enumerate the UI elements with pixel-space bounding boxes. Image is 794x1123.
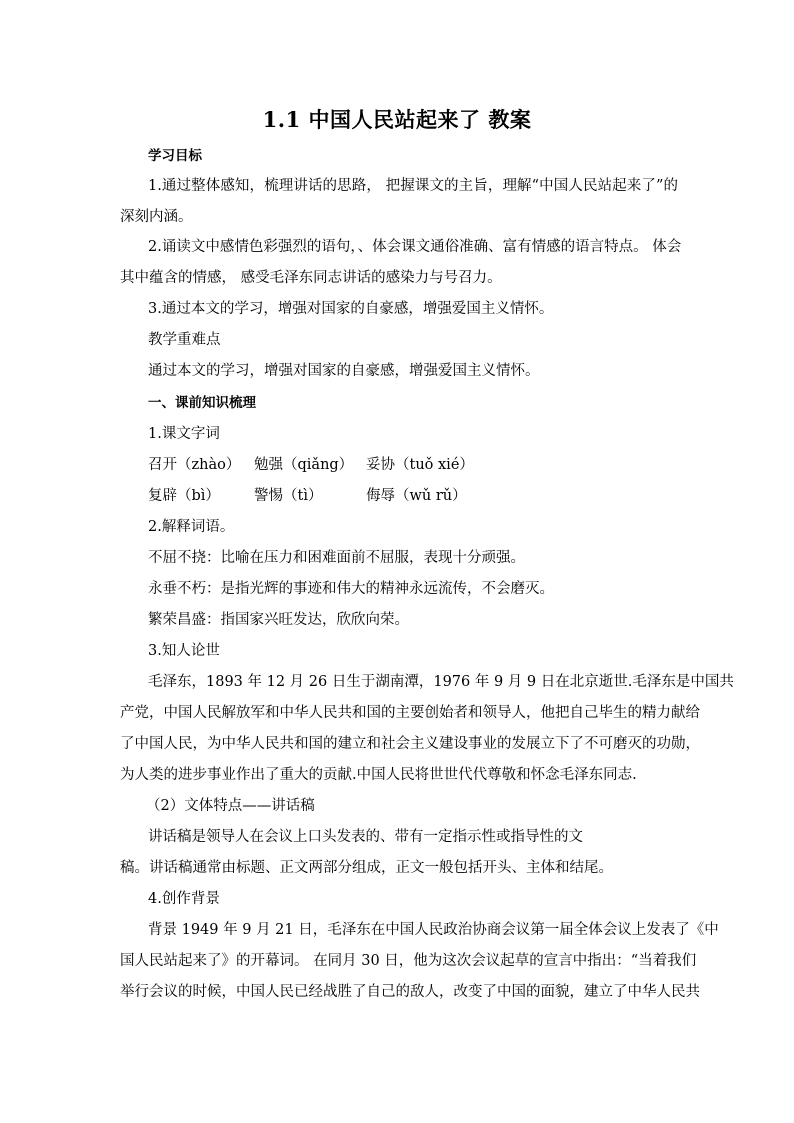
goal-1-line-2: 深刻内涵。 (120, 209, 193, 225)
explain-item: 永垂不朽：是指光辉的事迹和伟大的精神永远流传，不会磨灭。 (148, 581, 554, 597)
author-line-1: 毛泽东，1893 年 12 月 26 日生于湖南潭，1976 年 9 月 9 日在北京逝世.毛泽东是中国共 (148, 674, 734, 690)
style-line-2: 稿。讲话稿通常由标题、正文两部分组成，正文一般包括开头、主体和结尾。 (120, 860, 613, 876)
vocab-word: 召开（zhào） (148, 457, 241, 473)
author-line-3: 了中国人民，为中华人民共和国的建立和社会主义建设事业的发展立下了不可磨灭的功勋， (120, 736, 700, 752)
background-line-1: 背景 1949 年 9 月 21 日，毛泽东在中国人民政治协商会议第一届全体会议上发表了《中 (148, 922, 719, 938)
vocab-word: 妥协（tuǒ xié） (366, 457, 474, 473)
vocab-heading: 1.课文字词 (148, 426, 220, 442)
vocab-word: 复辟（bì） (148, 488, 220, 504)
author-line-4: 为人类的进步事业作出了重大的贡献.中国人民将世世代代尊敬和怀念毛泽东同志. (120, 767, 637, 783)
explain-item: 不屈不挠：比喻在压力和困难面前不屈服，表现十分顽强。 (148, 550, 525, 566)
explain-heading: 2.解释词语。 (148, 519, 235, 535)
document-title: 1.1 中国人民站起来了 教案 (262, 107, 532, 132)
section-1-heading: 一、课前知识梳理 (148, 395, 256, 411)
background-line-3: 举行会议的时候，中国人民已经战胜了自己的敌人，改变了中国的面貌，建立了中华人民共 (120, 984, 700, 1000)
explain-item: 繁荣昌盛：指国家兴旺发达，欣欣向荣。 (148, 612, 409, 628)
style-heading: （2）文体特点——讲话稿 (146, 798, 315, 814)
vocab-word: 警惕（tì） (254, 488, 323, 504)
goal-2-line-2: 其中蕴含的情感， 感受毛泽东同志讲话的感染力与号召力。 (120, 270, 502, 286)
background-line-2: 国人民站起来了》的开幕词。 在同月 30 日，他为这次会议起草的宣言中指出：“当着我们 (120, 953, 697, 969)
vocab-word: 勉强（qiǎng） (254, 457, 354, 473)
goal-2-line-1: 2.诵读文中感情色彩强烈的语句，、体会课文通俗准确、富有情感的语言特点。 体会 (148, 239, 682, 255)
difficulty-text: 通过本文的学习，增强对国家的自豪感，增强爱国主义情怀。 (148, 363, 540, 379)
goal-3: 3.通过本文的学习，增强对国家的自豪感，增强爱国主义情怀。 (148, 301, 554, 317)
vocab-word: 侮辱（wǔ rǔ） (366, 488, 467, 504)
difficulty-heading: 教学重难点 (148, 332, 221, 348)
author-heading: 3.知人论世 (148, 643, 220, 659)
goal-1-line-1: 1.通过整体感知，梳理讲话的思路， 把握课文的主旨，理解“中国人民站起来了”的 (148, 178, 678, 194)
author-line-2: 产党，中国人民解放军和中华人民共和国的主要创始者和领导人，他把自己毕生的精力献给 (120, 705, 700, 721)
background-heading: 4.创作背景 (148, 891, 220, 907)
goals-heading: 学习目标 (148, 148, 202, 164)
style-line-1: 讲话稿是领导人在会议上口头发表的、带有一定指示性或指导性的文 (148, 829, 583, 845)
